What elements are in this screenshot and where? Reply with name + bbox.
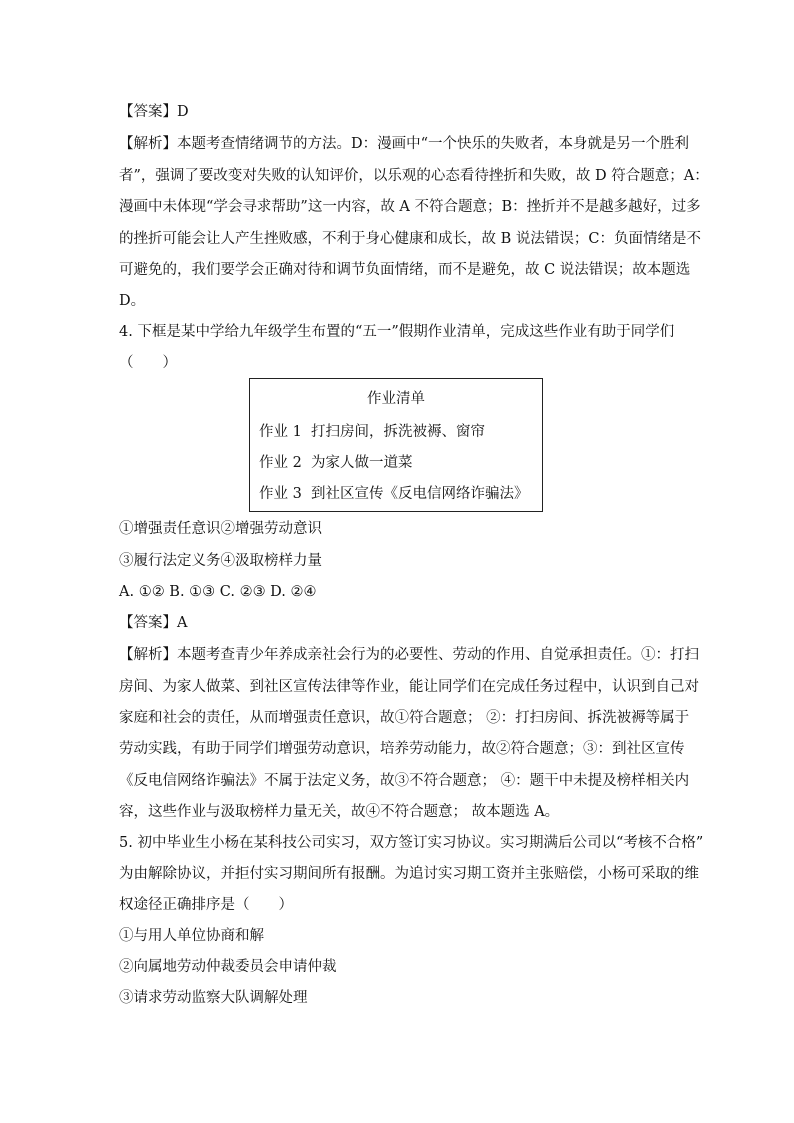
q3-analysis-line: 可避免的，我们要学会正确对待和调节负面情绪，而不是避免，故 C 说法错误；故本题选 [119, 262, 691, 278]
q4-analysis-line: 容，这些作业与汲取榜样力量无关，故④不符合题意； 故本题选 A。 [119, 804, 560, 820]
q3-analysis-line: D。 [119, 293, 146, 309]
q4-option: ③履行法定义务④汲取榜样力量 [119, 553, 322, 569]
q5-option: ①与用人单位协商和解 [119, 928, 264, 944]
q4-analysis-line: 家庭和社会的责任，从而增强责任意识，故①符合题意； ②：打扫房间、拆洗被褥等属于 [119, 710, 690, 726]
q4-analysis-line: 房间、为家人做菜、到社区宣传法律等作业，能让同学们在完成任务过程中，认识到自己对 [119, 679, 699, 695]
homework-list-title: 作业清单 [367, 391, 425, 407]
homework-item [259, 484, 529, 504]
q5-stem: 5. 初中毕业生小杨在某科技公司实习，双方签订实习协议。实习期满后公司以“考核不合格” [119, 835, 704, 851]
q3-analysis-line: 者”，强调了要改变对失败的认知评价，以乐观的心态看待挫折和失败，故 D 符合题意；A： [119, 168, 709, 184]
q3-answer: 【答案】D [119, 104, 189, 120]
q4-analysis-line: 劳动实践，有助于同学们增强劳动意识，培养劳动能力，故②符合题意；③：到社区宣传 [119, 741, 685, 757]
q3-analysis-line: 的挫折可能会让人产生挫败感，不利于身心健康和成长，故 B 说法错误；C：负面情绪是不 [119, 231, 701, 247]
q5-option: ②向属地劳动仲裁委员会申请仲裁 [119, 959, 337, 975]
homework-item-label: 作业 2 [259, 455, 302, 471]
homework-item-label: 作业 3 [259, 486, 302, 502]
q4-stem: （ ） [119, 355, 177, 371]
q4-option: ①增强责任意识②增强劳动意识 [119, 521, 322, 537]
q5-stem: 权途径正确排序是（ ） [119, 897, 293, 913]
q5-option: ③请求劳动监察大队调解处理 [119, 990, 308, 1006]
q3-analysis-line: 漫画中未体现“学会寻求帮助”这一内容，故 A 不符合题意；B：挫折并不是越多越好，过多 [119, 199, 701, 215]
q4-stem: 4. 下框是某中学给九年级学生布置的“五一”假期作业清单，完成这些作业有助于同学们 [119, 324, 675, 340]
q5-stem: 为由解除协议，并拒付实习期间所有报酬。为追讨实习期工资并主张赔偿，小杨可采取的维 [119, 866, 699, 882]
homework-item [259, 422, 485, 442]
q3-analysis-line: 【解析】本题考查情绪调节的方法。D：漫画中“一个快乐的失败者，本身就是另一个胜利 [119, 136, 690, 152]
homework-item-text: 为家人做一道菜 [311, 455, 413, 471]
homework-item-text: 到社区宣传《反电信网络诈骗法》 [311, 486, 529, 502]
homework-list-box [249, 378, 543, 512]
q4-analysis-line: 【解析】本题考查青少年养成亲社会行为的必要性、劳动的作用、自觉承担责任。①：打扫 [119, 647, 699, 663]
q4-analysis-line: 《反电信网络诈骗法》不属于法定义务，故③不符合题意； ④：题干中未提及榜样相关内 [119, 773, 690, 789]
q4-answer: 【答案】A [119, 615, 188, 631]
q4-choices: A. ①② B. ①③ C. ②③ D. ②④ [119, 584, 317, 600]
homework-item-text: 打扫房间，拆洗被褥、窗帘 [311, 424, 485, 440]
homework-item [259, 453, 413, 473]
homework-item-label: 作业 1 [259, 424, 302, 440]
